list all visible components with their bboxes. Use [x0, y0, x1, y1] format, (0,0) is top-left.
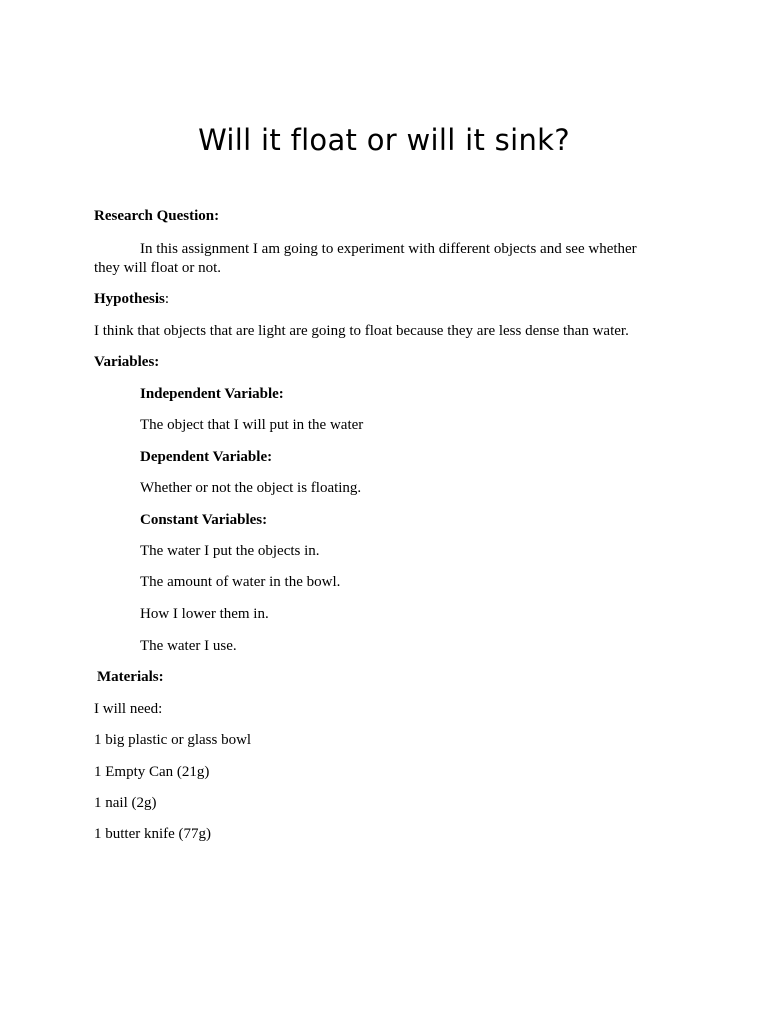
dependent-variable-heading: Dependent Variable: [140, 449, 273, 465]
hypothesis-heading-line [94, 290, 169, 309]
constant-variable-item: The water I put the objects in. [140, 543, 320, 559]
hypothesis-colon: : [164, 291, 170, 307]
constant-variable-item: The amount of water in the bowl. [140, 574, 341, 590]
material-item: 1 Empty Can (21g) [94, 764, 210, 780]
material-item: 1 butter knife (77g) [94, 826, 212, 842]
independent-variable-text: The object that I will put in the water [140, 417, 364, 433]
constant-variables-heading: Constant Variables: [140, 512, 268, 528]
research-question-paragraph-line-1: In this assignment I am going to experiment with different objects and see whether [140, 241, 637, 257]
hypothesis-text: I think that objects that are light are going to float because they are less dense than water. [94, 323, 629, 339]
constant-variable-item: How I lower them in. [140, 606, 269, 622]
material-item: 1 big plastic or glass bowl [94, 732, 252, 748]
independent-variable-heading: Independent Variable: [140, 386, 284, 402]
material-item: 1 nail (2g) [94, 795, 157, 811]
variables-heading: Variables: [94, 354, 160, 370]
document-title: Will it float or will it sink? [198, 123, 570, 157]
hypothesis-heading: Hypothesis [94, 291, 165, 307]
dependent-variable-text: Whether or not the object is floating. [140, 480, 362, 496]
research-question-paragraph-line-2: they will float or not. [94, 260, 222, 276]
research-question-heading: Research Question: [94, 208, 220, 224]
materials-intro: I will need: [94, 701, 163, 717]
constant-variable-item: The water I use. [140, 638, 237, 654]
materials-heading: Materials: [97, 669, 164, 685]
